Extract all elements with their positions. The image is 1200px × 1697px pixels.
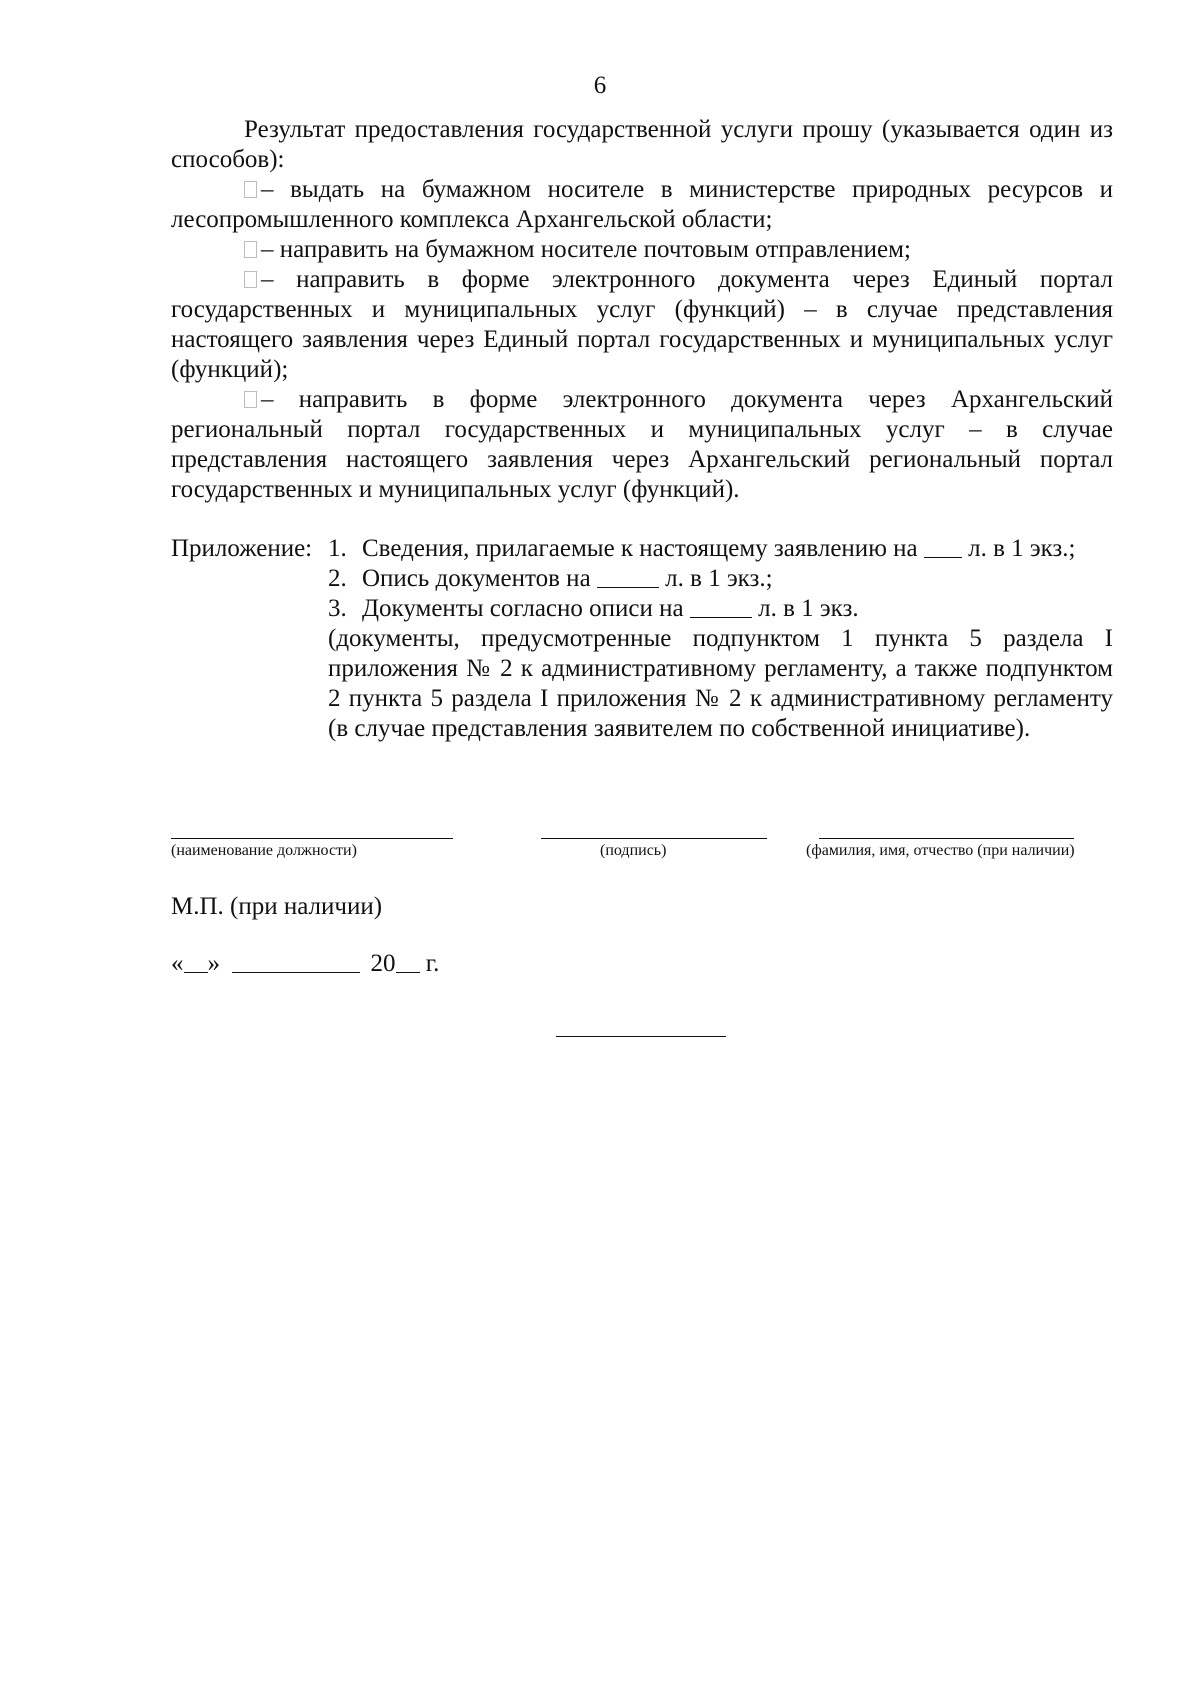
attachment-item: [328, 564, 1113, 594]
attachment-item: [328, 594, 1113, 624]
attachment-note: (документы, предусмотренные подпунктом 1 пункта 5 раздела I приложения № 2 к административному регламенту, а также подпунктом 2 пункта 5 раздела I приложения № 2 к административному регламенту (в случае представления заявителем по собственной инициативе).: [328, 625, 1113, 742]
sheet-count-blank[interactable]: [597, 565, 659, 588]
position-signature-line[interactable]: [171, 838, 453, 839]
day-blank[interactable]: [184, 950, 208, 973]
signature-line[interactable]: [541, 838, 767, 839]
sheet-count-blank[interactable]: [690, 595, 752, 618]
date-close-quote: »: [207, 950, 220, 977]
sheet-count-blank[interactable]: [924, 535, 962, 558]
item-number: 1.: [328, 535, 347, 562]
date-line: [171, 950, 439, 978]
option-text: – выдать на бумажном носителе в министерстве природных ресурсов и лесопромышленного комплекса Архангельской области;: [171, 176, 1113, 233]
checkbox-icon[interactable]: [244, 241, 257, 258]
year-suffix: г.: [425, 950, 440, 977]
date-open-quote: «: [171, 950, 184, 977]
item-text: Сведения, прилагаемые к настоящему заявлению на: [362, 535, 918, 562]
item-suffix: л. в 1 экз.;: [968, 535, 1076, 562]
signature-caption: (подпись): [600, 842, 667, 859]
result-section: [171, 115, 1113, 505]
item-suffix: л. в 1 экз.;: [665, 565, 773, 592]
checkbox-icon[interactable]: [244, 181, 257, 198]
option-electronic-federal-portal[interactable]: [171, 265, 1113, 385]
option-paper-ministry[interactable]: [171, 175, 1113, 235]
item-number: 3.: [328, 595, 347, 622]
option-paper-mail[interactable]: [171, 235, 1113, 265]
result-paragraph: Результат предоставления государственной услуги прошу (указывается один из способов):: [171, 116, 1113, 173]
full-name-line[interactable]: [819, 838, 1074, 839]
item-number: 2.: [328, 565, 347, 592]
option-text: – направить в форме электронного документа через Архангельский региональный портал государственных и муниципальных услуг – в случае представления настоящего заявления через Архангельский региональный портал государственных и муниципальных услуг (функций).: [171, 386, 1113, 503]
option-text: – направить в форме электронного документа через Единый портал государственных и муниципальных услуг (функций) – в случае представления настоящего заявления через Единый портал государственных и муниципальных услуг (функций);: [171, 266, 1113, 383]
end-divider: [556, 1036, 726, 1037]
option-text: – направить на бумажном носителе почтовым отправлением;: [261, 236, 911, 263]
attachment-list: [328, 534, 1113, 744]
item-text: Документы согласно описи на: [362, 595, 684, 622]
attachment-item: [328, 534, 1113, 564]
page-number: 6: [593, 72, 607, 99]
item-suffix: л. в 1 экз.: [758, 595, 859, 622]
seal-label: М.П. (при наличии): [171, 893, 383, 920]
checkbox-icon[interactable]: [244, 271, 257, 288]
position-caption: (наименование должности): [171, 842, 357, 859]
full-name-caption: (фамилия, имя, отчество (при наличии): [806, 842, 1075, 859]
item-text: Опись документов на: [362, 565, 591, 592]
option-electronic-regional-portal[interactable]: [171, 385, 1113, 505]
year-prefix: 20: [370, 950, 396, 977]
checkbox-icon[interactable]: [244, 391, 257, 408]
attachment-label: Приложение:: [171, 535, 313, 562]
year-blank[interactable]: [396, 950, 420, 973]
month-blank[interactable]: [232, 950, 360, 973]
